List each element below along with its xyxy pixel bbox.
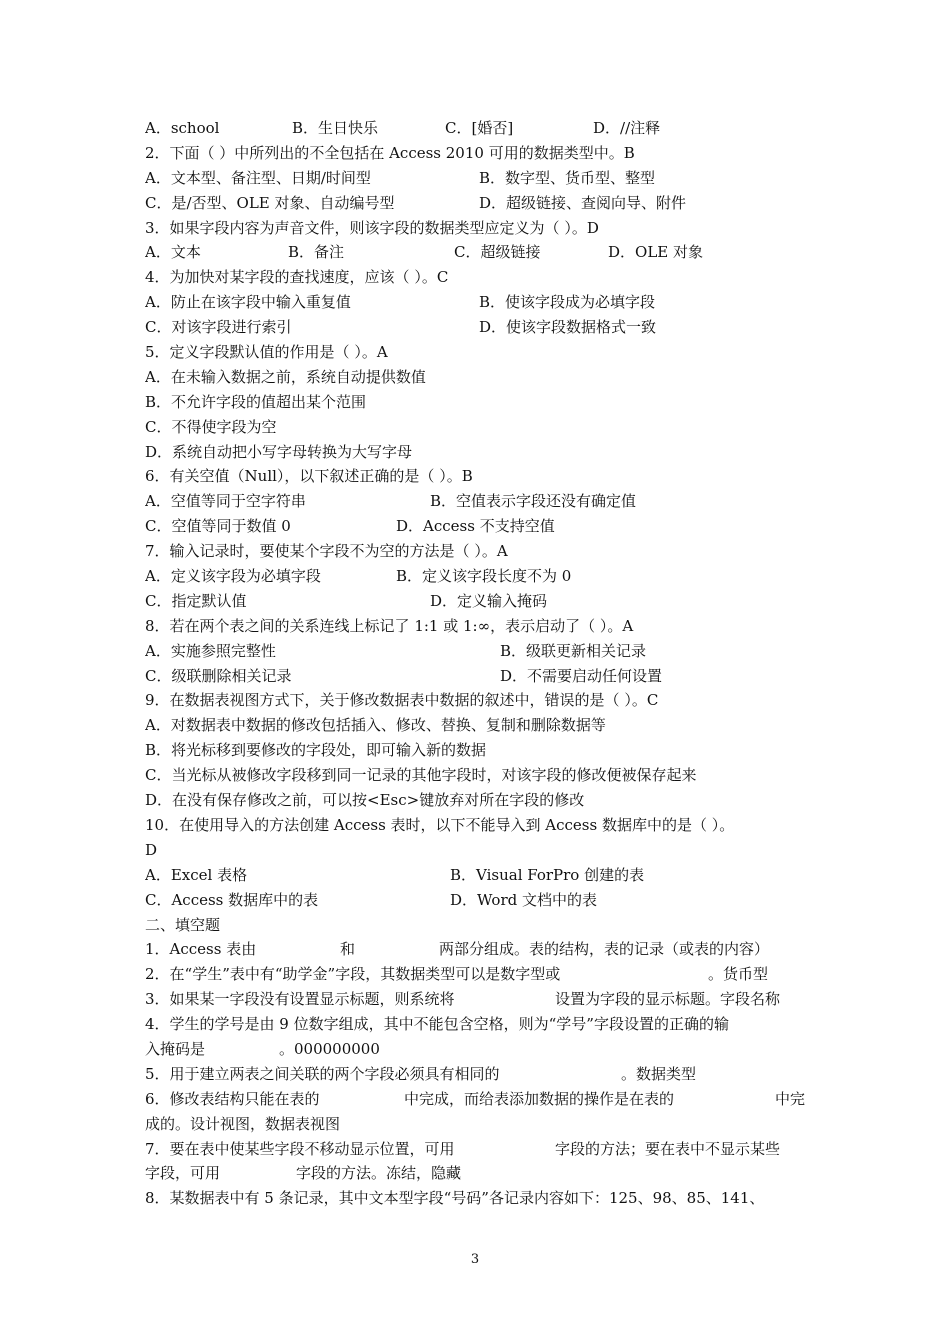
q10-options-ab <box>145 863 810 888</box>
fill-text: 1．Access 表由 <box>145 940 257 959</box>
q4-options-ab <box>145 290 810 315</box>
fill-question-8: 8．某数据表中有 5 条记录，其中文本型字段“号码”各记录内容如下：125、98、85、141、 <box>145 1189 765 1208</box>
option-c: C．级联删除相关记录 <box>145 666 292 685</box>
option-d: D．使该字段数据格式一致 <box>479 318 657 337</box>
fill-text: 7．要在表中使某些字段不移动显示位置，可用 <box>145 1139 455 1158</box>
q9-option-b: B．将光标移到要修改的字段处，即可输入新的数据 <box>145 741 487 760</box>
fill-answer: 。数据类型 <box>621 1064 697 1083</box>
option-b: B．数字型、货币型、整型 <box>479 168 656 187</box>
option-d: D．//注释 <box>593 119 661 137</box>
question-8: 8．若在两个表之间的关系连线上标记了 1:1 或 1:∞，表示启动了（ ）。A <box>145 616 634 635</box>
option-b: B．定义该字段长度不为 0 <box>396 567 572 586</box>
option-d: D．定义输入掩码 <box>430 591 548 610</box>
option-a: A．定义该字段为必填字段 <box>145 567 321 586</box>
option-c: C．是/否型、OLE 对象、自动编号型 <box>145 193 395 212</box>
fill-text: 字段的方法；要在表中不显示某些 <box>555 1139 781 1158</box>
page-content <box>145 116 810 1211</box>
q8-options-ab <box>145 639 810 664</box>
question-7: 7．输入记录时，要使某个字段不为空的方法是（ ）。A <box>145 542 508 561</box>
question-9: 9．在数据表视图方式下，关于修改数据表中数据的叙述中，错误的是（ ）。C <box>145 691 659 710</box>
option-b: B．生日快乐 <box>292 119 379 137</box>
option-b: B．使该字段成为必填字段 <box>479 293 656 312</box>
q6-options-cd <box>145 514 810 539</box>
fill-text: 6．修改表结构只能在表的 <box>145 1089 320 1108</box>
q5-option-a: A．在未输入数据之前，系统自动提供数值 <box>145 367 426 386</box>
option-c: C．对该字段进行索引 <box>145 318 292 337</box>
option-c: C．Access 数据库中的表 <box>145 890 319 909</box>
option-c: C．空值等同于数值 0 <box>145 517 291 536</box>
fill-answer: 。货币型 <box>708 965 769 984</box>
q5-option-b: B．不允许字段的值超出某个范围 <box>145 392 367 411</box>
option-d: D．不需要启动任何设置 <box>500 666 663 685</box>
fill-text: 中完 <box>775 1089 806 1108</box>
q7-options-cd <box>145 589 810 614</box>
question-10-answer: D <box>145 840 158 859</box>
option-b: B．空值表示字段还没有确定值 <box>430 492 637 511</box>
fill-question-7-cont <box>145 1161 810 1186</box>
q10-options-cd <box>145 888 810 913</box>
q1-options <box>145 116 810 141</box>
option-d: D．超级链接、查阅向导、附件 <box>479 193 687 212</box>
fill-question-2 <box>145 962 810 987</box>
fill-question-5 <box>145 1062 810 1087</box>
question-2: 2．下面（ ）中所列出的不全包括在 Access 2010 可用的数据类型中。B <box>145 143 635 162</box>
option-b: B．级联更新相关记录 <box>500 641 647 660</box>
fill-text: 3．如果某一字段没有设置显示标题，则系统将 <box>145 990 455 1009</box>
option-a: A．文本 <box>145 243 201 262</box>
fill-question-1 <box>145 937 810 962</box>
q9-option-c: C．当光标从被修改字段移到同一记录的其他字段时，对该字段的修改便被保存起来 <box>145 766 697 785</box>
fill-answer: 。000000000 <box>279 1039 380 1058</box>
fill-question-6-cont: 成的。设计视图，数据表视图 <box>145 1114 341 1133</box>
option-b: B．备注 <box>288 243 345 262</box>
option-a: A．Excel 表格 <box>145 865 248 884</box>
option-a: A．文本型、备注型、日期/时间型 <box>145 168 371 187</box>
option-c: C．指定默认值 <box>145 591 247 610</box>
question-3: 3．如果字段内容为声音文件，则该字段的数据类型应定义为（ ）。D <box>145 218 599 237</box>
option-d: D．Word 文档中的表 <box>450 890 597 909</box>
q4-options-cd <box>145 315 810 340</box>
fill-text: 设置为字段的显示标题。字段名称 <box>555 990 781 1009</box>
option-c: C．[婚否] <box>445 119 514 137</box>
q7-options-ab <box>145 564 810 589</box>
fill-text: 中完成，而给表添加数据的操作是在表的 <box>404 1089 675 1108</box>
fill-text: 两部分组成。表的结构，表的记录（或表的内容） <box>439 940 770 959</box>
q9-option-a: A．对数据表中数据的修改包括插入、修改、替换、复制和删除数据等 <box>145 716 606 735</box>
fill-text: 入掩码是 <box>145 1039 206 1058</box>
fill-question-3 <box>145 987 810 1012</box>
q2-options-cd <box>145 191 810 216</box>
q8-options-cd <box>145 664 810 689</box>
question-6: 6．有关空值（Null），以下叙述正确的是（ ）。B <box>145 467 473 486</box>
option-d: D．OLE 对象 <box>608 243 704 262</box>
fill-text: 和 <box>340 940 356 959</box>
question-5: 5．定义字段默认值的作用是（ ）。A <box>145 343 388 362</box>
fill-question-4-cont <box>145 1037 810 1062</box>
option-a: A．实施参照完整性 <box>145 641 276 660</box>
q5-option-d: D．系统自动把小写字母转换为大写字母 <box>145 442 413 461</box>
option-c: C．超级链接 <box>454 243 541 262</box>
q2-options-ab <box>145 166 810 191</box>
section-heading-fill-in: 二、填空题 <box>145 915 221 934</box>
option-d: D．Access 不支持空值 <box>396 517 555 536</box>
page-number: 3 <box>470 1252 480 1267</box>
option-a: A．防止在该字段中输入重复值 <box>145 293 351 312</box>
fill-text: 5．用于建立两表之间关联的两个字段必须具有相同的 <box>145 1064 500 1083</box>
option-b: B．Visual ForPro 创建的表 <box>450 865 645 884</box>
question-10: 10．在使用导入的方法创建 Access 表时，以下不能导入到 Access 数据库中的是（ ）。 <box>145 815 735 834</box>
fill-text: 字段，可用 <box>145 1164 221 1183</box>
fill-text: 2．在“学生”表中有“助学金”字段，其数据类型可以是数字型或 <box>145 965 561 984</box>
question-4: 4．为加快对某字段的查找速度，应该（ ）。C <box>145 268 449 287</box>
q9-option-d: D．在没有保存修改之前，可以按<Esc>键放弃对所在字段的修改 <box>145 791 585 810</box>
fill-question-6 <box>145 1087 810 1112</box>
q6-options-ab <box>145 489 810 514</box>
fill-question-4: 4．学生的学号是由 9 位数字组成，其中不能包含空格，则为“学号”字段设置的正确的输 <box>145 1015 729 1034</box>
fill-answer: 字段的方法。冻结，隐藏 <box>296 1164 462 1183</box>
q3-options <box>145 240 810 265</box>
option-a: A．school <box>145 119 220 137</box>
option-a: A．空值等同于空字符串 <box>145 492 306 511</box>
q5-option-c: C．不得使字段为空 <box>145 417 277 436</box>
fill-question-7 <box>145 1137 810 1162</box>
